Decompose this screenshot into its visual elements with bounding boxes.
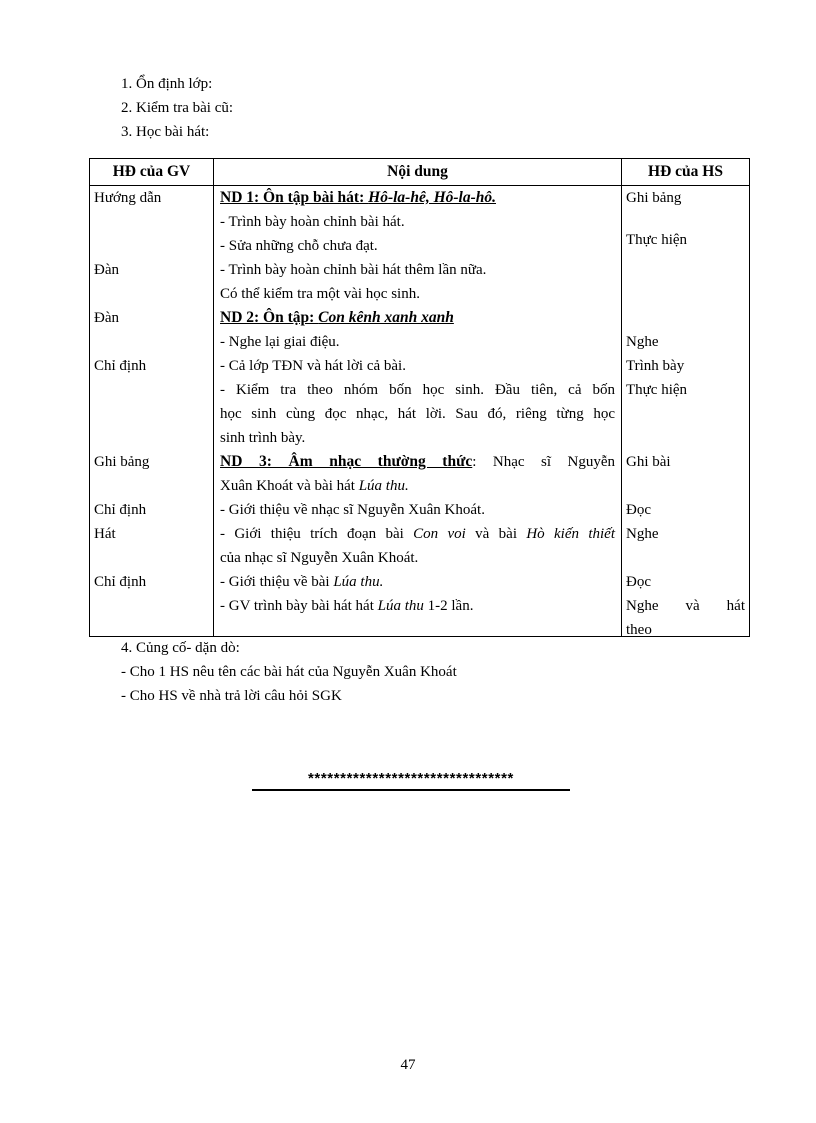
- nd2-line: - Kiểm tra theo nhóm bốn học sinh. Đầu tiên, cả bốn: [220, 382, 615, 398]
- table-row: [90, 186, 750, 637]
- nd3-line: của nhạc sĩ Nguyễn Xuân Khoát.: [220, 550, 419, 566]
- nd1-heading: ND 1: Ôn tập bài hát: Hô-la-hê, Hô-la-hô.: [220, 189, 497, 206]
- hs-entry: Đọc: [626, 502, 651, 518]
- gv-column: [90, 186, 214, 637]
- content-column: [214, 186, 622, 637]
- nd3-line: - Giới thiệu về nhạc sĩ Nguyễn Xuân Khoát.: [220, 502, 485, 518]
- nd1-line: - Sửa những chỗ chưa đạt.: [220, 238, 378, 254]
- nd1-line: - Trình bày hoàn chỉnh bài hát thêm lần nữa.: [220, 262, 487, 278]
- outro-heading: 4. Củng cố- dặn dò:: [121, 640, 240, 656]
- gv-entry: Chỉ định: [94, 502, 147, 518]
- hs-entry: theo: [626, 622, 652, 638]
- nd2-line: - Cả lớp TĐN và hát lời cả bài.: [220, 358, 406, 374]
- hs-entry: Ghi bảng: [626, 190, 682, 206]
- gv-entry: Đàn: [94, 262, 119, 278]
- content-cell: [218, 186, 617, 636]
- header-hs: HĐ của HS: [622, 159, 750, 186]
- nd2-line: sinh trình bày.: [220, 430, 306, 446]
- hs-entry: Ghi bài: [626, 454, 671, 470]
- nd2-line: - Nghe lại giai điệu.: [220, 334, 340, 350]
- hs-entry: Nghe: [626, 526, 659, 542]
- nd3-line: - Giới thiệu trích đoạn bài Con voi và bài Hò kiến thiết: [220, 526, 615, 542]
- nd3-heading: ND 3: Âm nhạc thường thức: Nhạc sĩ Nguyễn: [220, 453, 615, 470]
- nd2-line: học sinh cùng đọc nhạc, hát lời. Sau đó, riêng từng học: [220, 406, 615, 422]
- page-number: 47: [400, 1057, 416, 1073]
- hs-cell: [626, 186, 745, 636]
- intro-steps: [121, 72, 233, 144]
- hs-entry: Trình bày: [626, 358, 685, 374]
- gv-entry: Hát: [94, 526, 116, 542]
- header-content: Nội dung: [214, 159, 622, 186]
- gv-entry: Chỉ định: [94, 574, 147, 590]
- nd1-line: - Trình bày hoàn chỉnh bài hát.: [220, 214, 405, 230]
- hs-column: [622, 186, 750, 637]
- gv-entry: Ghi bảng: [94, 454, 150, 470]
- gv-entry: Chỉ định: [94, 358, 147, 374]
- header-gv: HĐ của GV: [90, 159, 214, 186]
- outro-section: [121, 636, 457, 708]
- nd1-line: Có thể kiểm tra một vài học sinh.: [220, 286, 420, 302]
- hs-entry: Nghe: [626, 334, 659, 350]
- hs-entry: Đọc: [626, 574, 651, 590]
- nd3-line: - GV trình bày bài hát hát Lúa thu 1-2 lần.: [220, 598, 474, 614]
- hs-entry: Thực hiện: [626, 382, 688, 398]
- hs-entry: Nghe và hát: [626, 598, 745, 614]
- gv-cell: [94, 186, 209, 636]
- table-header-row: [90, 159, 750, 186]
- outro-item: - Cho HS về nhà trả lời câu hỏi SGK: [121, 688, 342, 704]
- nd3-line: - Giới thiệu về bài Lúa thu.: [220, 574, 384, 590]
- gv-entry: Hướng dẫn: [94, 190, 162, 206]
- step-1: 1. Ổn định lớp:: [121, 76, 213, 92]
- nd2-heading: ND 2: Ôn tập: Con kênh xanh xanh: [220, 309, 454, 326]
- separator-stars: ********************************: [252, 770, 570, 791]
- nd3-subtitle: Xuân Khoát và bài hát Lúa thu.: [220, 478, 409, 494]
- outro-item: - Cho 1 HS nêu tên các bài hát của Nguyễn Xuân Khoát: [121, 664, 457, 680]
- step-3: 3. Học bài hát:: [121, 124, 210, 140]
- hs-entry: Thực hiện: [626, 232, 688, 248]
- gv-entry: Đàn: [94, 310, 119, 326]
- step-2: 2. Kiểm tra bài cũ:: [121, 100, 234, 116]
- lesson-table: [89, 158, 750, 637]
